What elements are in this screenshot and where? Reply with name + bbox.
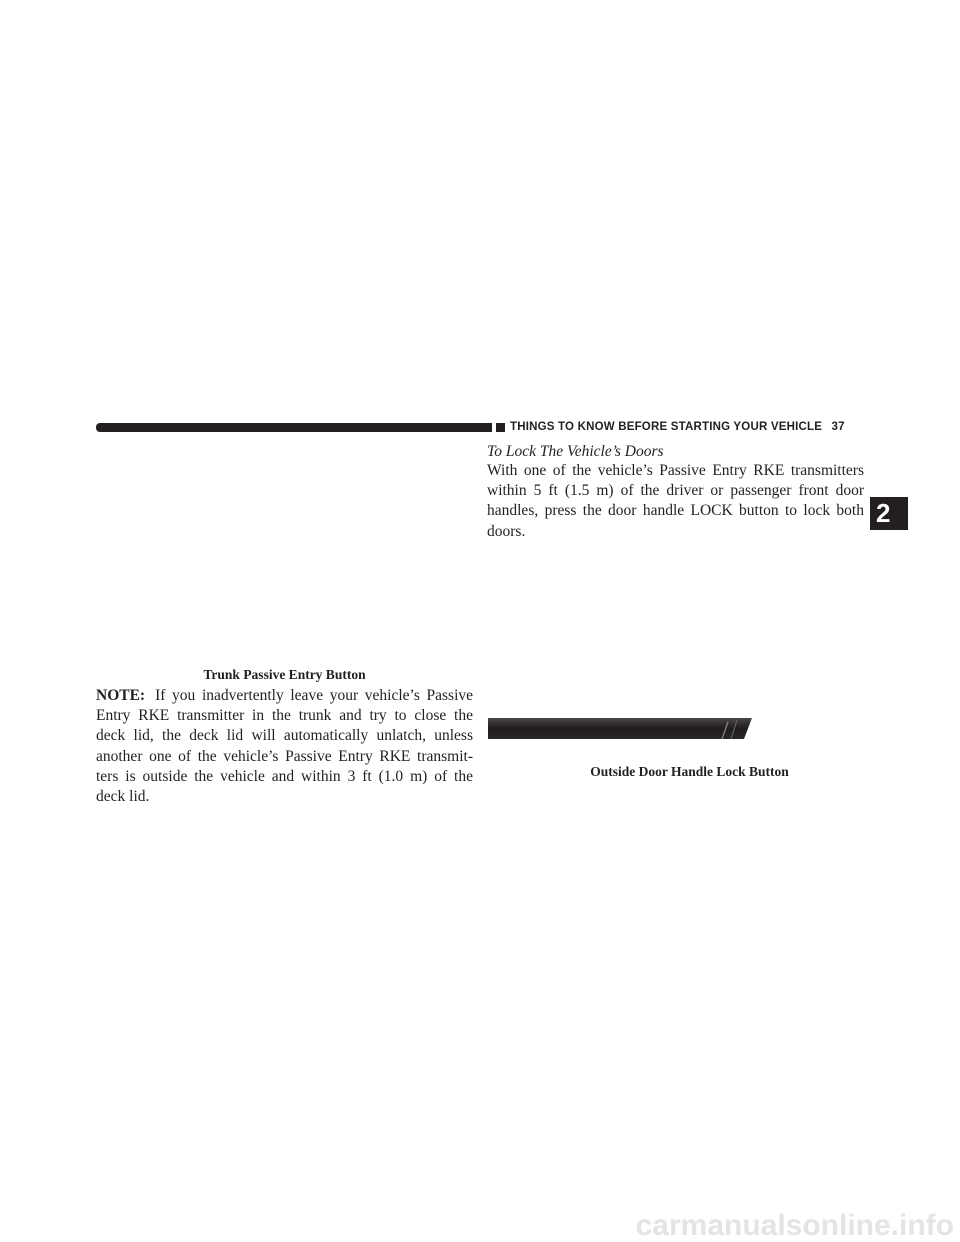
note-label: NOTE: [96, 687, 146, 704]
door-handle-photo [488, 718, 752, 739]
page-number: 37 [831, 421, 845, 433]
paragraph-line [96, 686, 473, 706]
paragraph-line: ters is outside the vehicle and within 3 ft (1.0 m) of the [96, 767, 473, 785]
header-rule-marker [496, 423, 505, 432]
header-rule [96, 423, 492, 432]
paragraph-line: With one of the vehicle’s Passive Entry RKE transmitters [487, 462, 864, 479]
paragraph-line: doors. [487, 522, 526, 540]
paragraph-line: deck lid, the deck lid will automatically unlatch, unless [96, 727, 473, 745]
paragraph-line: Entry RKE transmitter in the trunk and try to close the [96, 707, 473, 725]
note-paragraph [96, 686, 473, 807]
watermark [0, 1205, 960, 1242]
note-text: If you inadvertently leave your vehicle’s Passive [155, 687, 473, 704]
paragraph-line: handles, press the door handle LOCK button to lock both [487, 502, 864, 520]
figure-caption-door: Outside Door Handle Lock Button [590, 764, 789, 779]
paragraph-line: deck lid. [96, 788, 150, 806]
subheading-lock-doors: To Lock The Vehicle’s Doors [487, 443, 664, 460]
running-header [510, 419, 845, 435]
figure-caption-trunk: Trunk Passive Entry Button [203, 667, 366, 682]
paragraph-line: another one of the vehicle’s Passive Entry RKE transmit- [96, 747, 473, 765]
section-tab: 2 [870, 497, 908, 530]
watermark-text: carmanualsonline.info [635, 1209, 954, 1242]
header-title: THINGS TO KNOW BEFORE STARTING YOUR VEHICLE [510, 421, 823, 433]
paragraph-line: within 5 ft (1.5 m) of the driver or passenger front door [487, 482, 864, 500]
lock-doors-paragraph [487, 461, 864, 542]
